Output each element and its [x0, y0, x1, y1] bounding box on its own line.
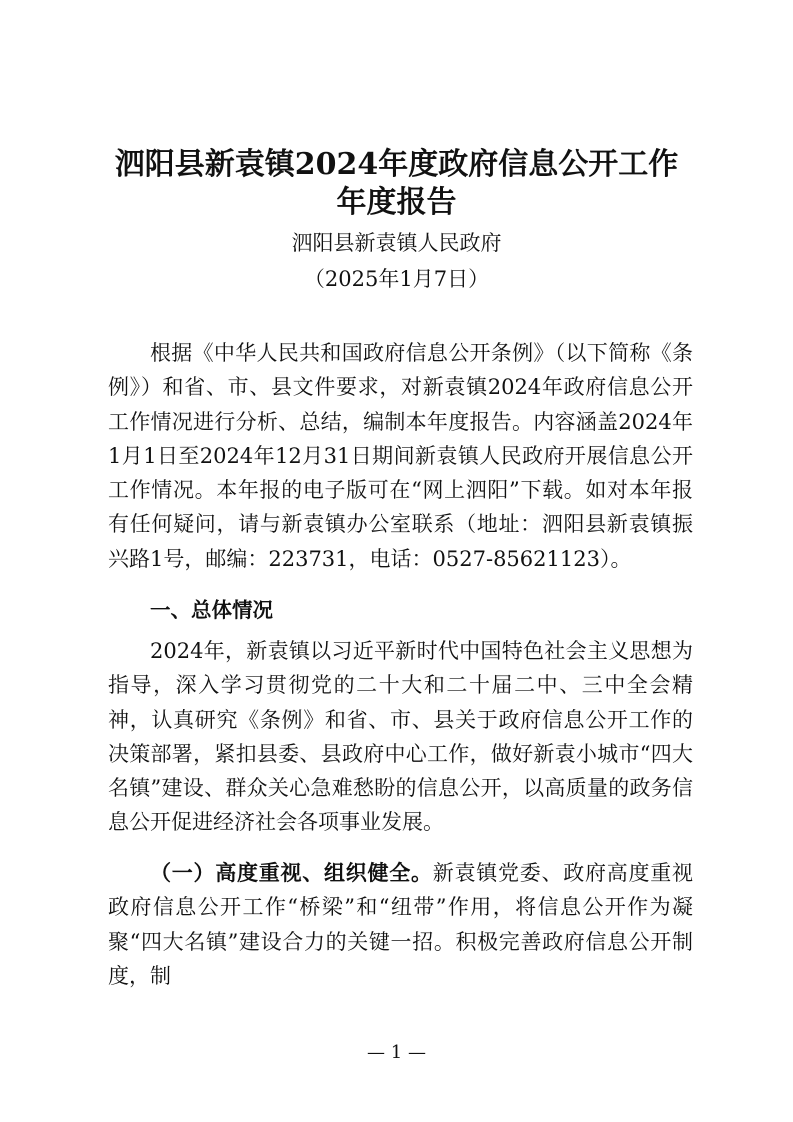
page-number: — 1 —	[367, 1042, 426, 1063]
subsection-paragraph	[108, 856, 693, 993]
intro-paragraph: 根据《中华人民共和国政府信息公开条例》（以下简称《条例》）和省、市、县文件要求，对新袁镇2024年政府信息公开工作情况进行分析、总结，编制本年度报告。内容涵盖2024年1月1日至2024年12月31日期间新袁镇人民政府开展信息公开工作情况。本年报的电子版可在“网上泗阳”下载。如对本年报有任何疑问，请与新袁镇办公室联系（地址：泗阳县新袁镇振兴路1号，邮编：223731，电话：0527-85621123）。	[108, 341, 693, 571]
report-title-line-1: 泗阳县新袁镇2024年度政府信息公开工作	[114, 147, 679, 182]
report-date: （2025年1月7日）	[303, 267, 490, 291]
subsection-text: 新袁镇党委、政府高度重视政府信息公开工作“桥梁”和“纽带”作用，将信息公开作为凝聚“四大名镇”建设合力的关键一招。积极完善政府信息公开制度，制	[108, 861, 693, 988]
section-heading-overview: 一、总体情况	[150, 598, 273, 622]
report-title-line-2: 年度报告	[336, 185, 457, 220]
issuing-organization: 泗阳县新袁镇人民政府	[291, 231, 502, 255]
overview-paragraph: 2024年，新袁镇以习近平新时代中国特色社会主义思想为指导，深入学习贯彻党的二十大和二十届二中、三中全会精神，认真研究《条例》和省、市、县关于政府信息公开工作的决策部署，紧扣县委、县政府中心工作，做好新袁小城市“四大名镇”建设、群众关心急难愁盼的信息公开，以高质量的政务信息公开促进经济社会各项事业发展。	[108, 639, 693, 835]
subsection-heading: （一）高度重视、组织健全。	[150, 861, 433, 885]
